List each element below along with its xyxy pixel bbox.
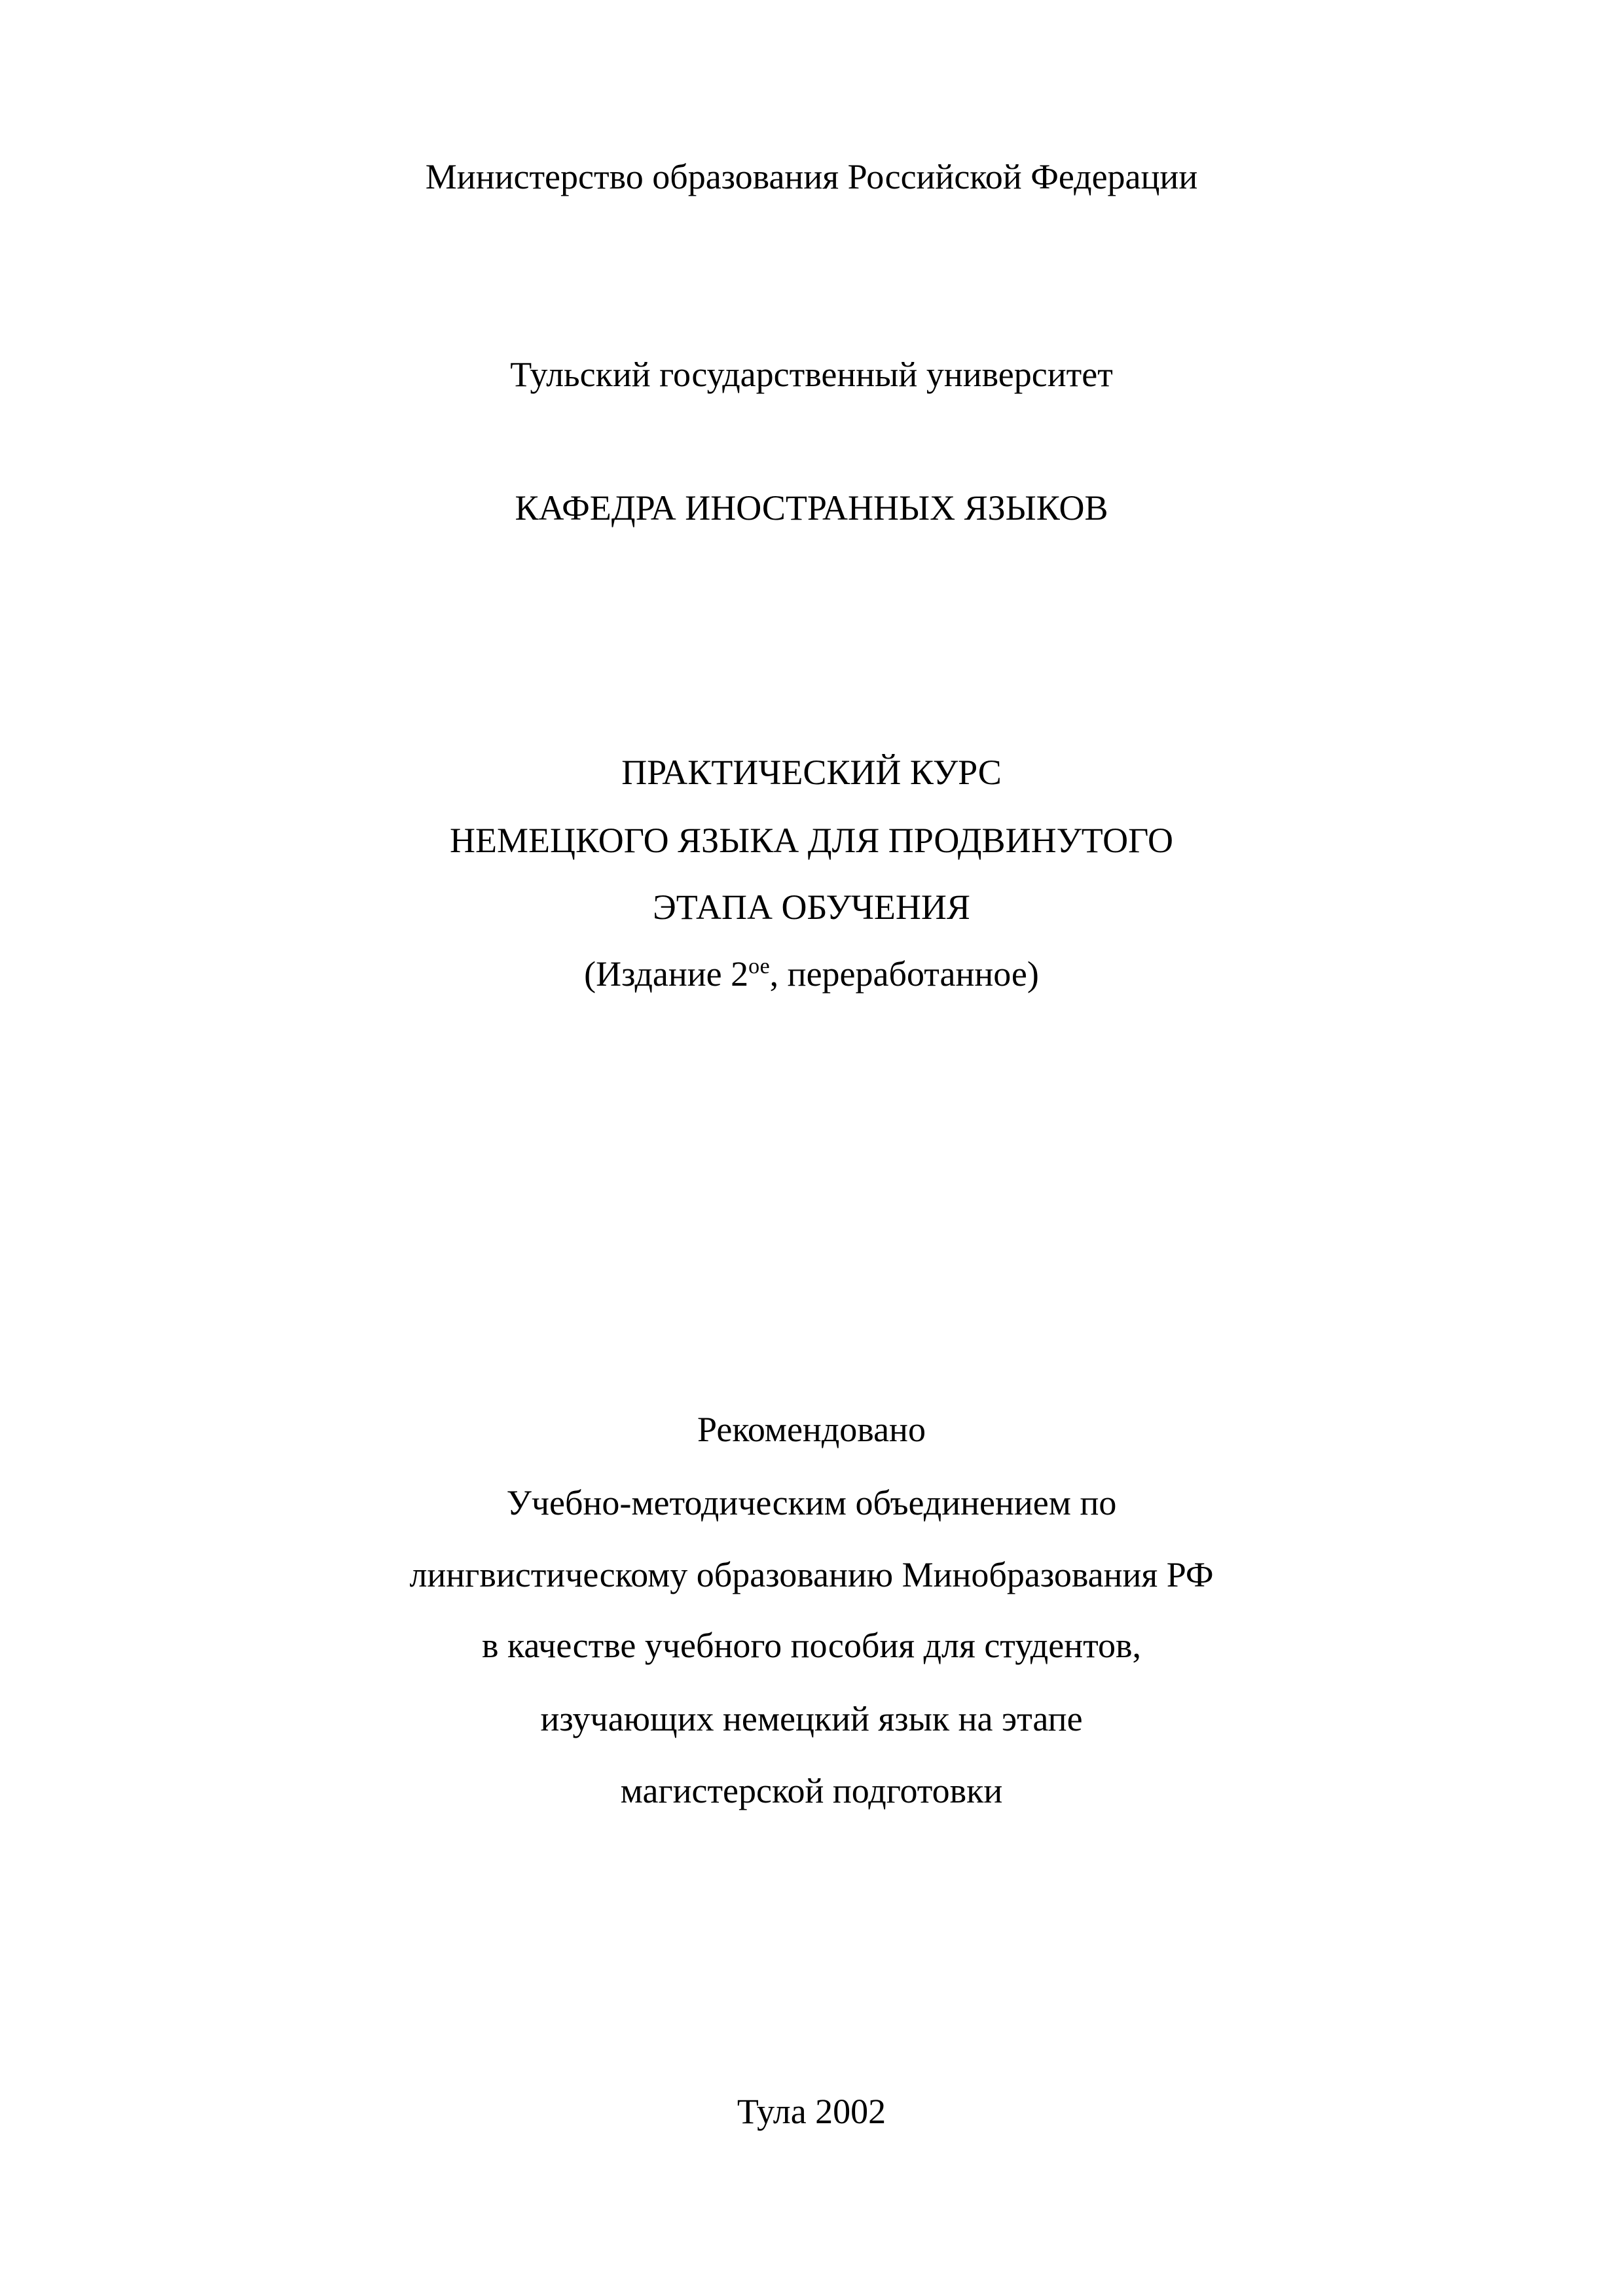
- recommendation-line-2: Учебно-методическим объединением по: [506, 1483, 1117, 1522]
- department-heading: КАФЕДРА ИНОСТРАННЫХ ЯЗЫКОВ: [515, 488, 1108, 528]
- ministry-heading: Министерство образования Российской Федерации: [425, 157, 1198, 196]
- title-line-1: ПРАКТИЧЕСКИЙ КУРС: [621, 753, 1002, 792]
- edition-superscript: ое: [748, 954, 770, 978]
- recommendation-line-1: Рекомендовано: [697, 1410, 926, 1449]
- recommendation-line-6: магистерской подготовки: [620, 1771, 1003, 1810]
- edition-suffix: , переработанное): [769, 954, 1039, 994]
- recommendation-line-4: в качестве учебного пособия для студентов,: [481, 1626, 1142, 1665]
- recommendation-line-3: лингвистическому образованию Минобразования РФ: [409, 1555, 1214, 1594]
- recommendation-line-5: изучающих немецкий язык на этапе: [540, 1699, 1083, 1738]
- title-line-3: ЭТАПА ОБУЧЕНИЯ: [653, 888, 970, 927]
- place-year: Тула 2002: [737, 2092, 886, 2131]
- title-line-2: НЕМЕЦКОГО ЯЗЫКА ДЛЯ ПРОДВИНУТОГО: [450, 821, 1173, 860]
- edition-prefix: (Издание 2: [584, 954, 749, 994]
- edition-note: [0, 953, 1623, 995]
- university-heading: Тульский государственный университет: [510, 355, 1113, 394]
